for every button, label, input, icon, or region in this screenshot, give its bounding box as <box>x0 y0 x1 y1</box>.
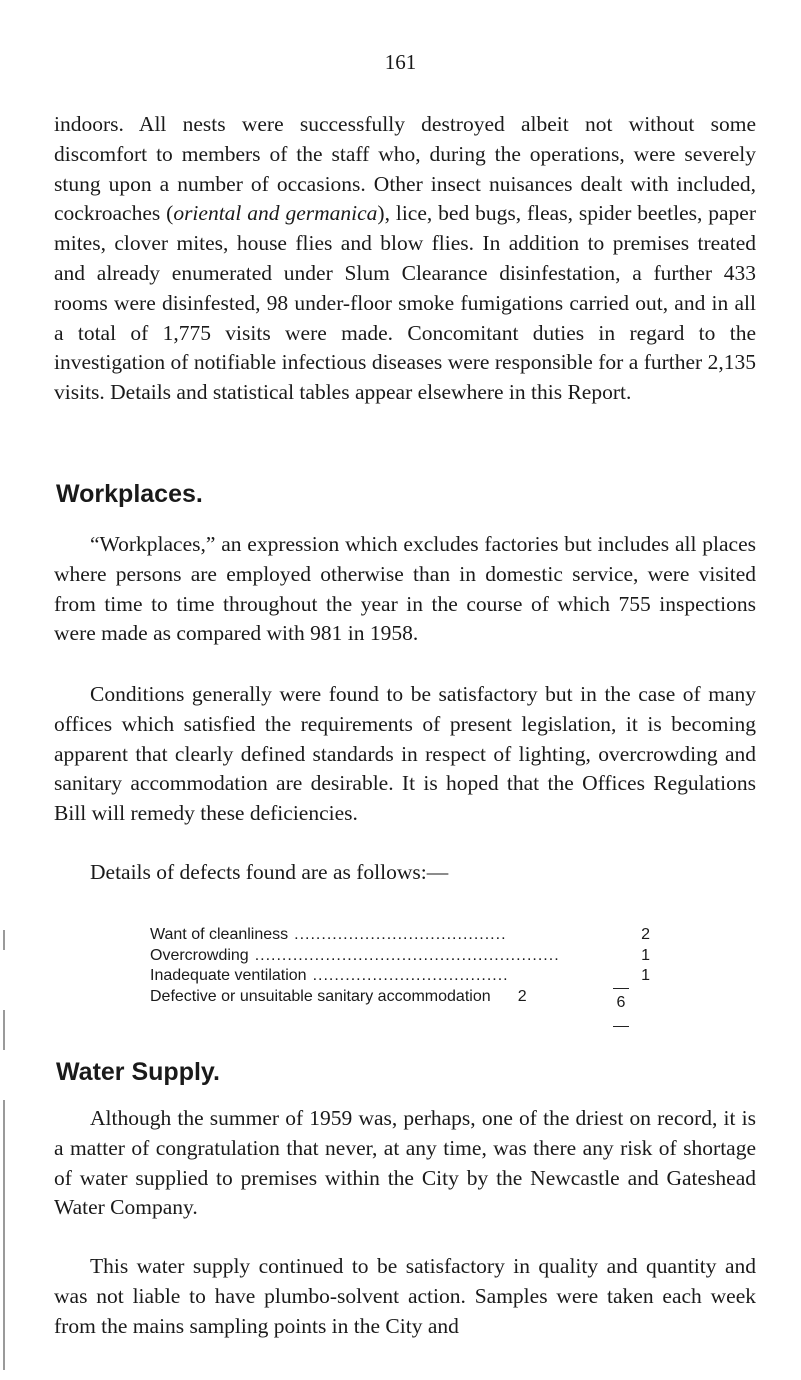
leader-dots: .................................... <box>312 967 509 984</box>
paragraph-defects-intro: Details of defects found are as follows:— <box>90 860 449 884</box>
scan-margin-mark <box>3 1010 5 1050</box>
defect-label: Want of cleanliness <box>150 926 289 943</box>
paragraph-conditions: Conditions generally were found to be satisfactory but in the case of many offices which satisfied the requirements of present legislation, it is becoming apparent that clearly defined standards in respect of lighting, overcrowding and sanitary accommodation are desirable. It is hoped that the Offices Regulations Bill will remedy these deficiencies. <box>54 682 756 826</box>
paragraph-text-continued: ), lice, bed bugs, fleas, spider beetles, paper mites, clover mites, house flies and blow flies. In addition to premises treated and already enumerated under Slum Clearance disinfestation, a further 433 rooms were disinfested, 98 under-floor smoke fumigations carried out, and in all a total of 1,775 visits were made. Concomitant duties in regard to the investigation of notifiable infectious diseases were responsible for a further 2,135 visits. Details and statistical tables appear elsewhere in this Report. <box>54 201 756 405</box>
defect-label: Inadequate ventilation <box>150 967 307 984</box>
total-rule-bottom <box>613 1026 629 1027</box>
defect-count: 2 <box>517 987 527 1005</box>
leader-dots: ....................................... <box>294 926 507 943</box>
scan-margin-mark <box>3 1100 5 1370</box>
defect-count: 1 <box>641 946 650 964</box>
defect-count: 2 <box>641 926 650 943</box>
section-heading-water-supply: Water Supply. <box>56 1058 220 1086</box>
paragraph-water-quality: This water supply continued to be satisfactory in quality and quantity and was not liable to have plumbo-solvent action. Samples were taken each week from the mains sampling points in the City and <box>54 1254 756 1338</box>
section-heading-workplaces: Workplaces. <box>56 480 203 508</box>
defects-table <box>150 925 650 1007</box>
defect-count: 1 <box>641 967 650 984</box>
paragraph-insect-nuisances <box>54 110 756 408</box>
defect-label: Overcrowding <box>150 946 249 964</box>
scan-margin-mark <box>3 930 5 950</box>
paragraph-water-summer: Although the summer of 1959 was, perhaps, one of the driest on record, it is a matter of congratulation that never, at any time, was there any risk of shortage of water supplied to premises within the City by the Newcastle and Gateshead Water Company. <box>54 1106 756 1220</box>
defect-row <box>150 925 650 946</box>
defect-row <box>150 987 650 1008</box>
defect-row <box>150 946 650 967</box>
total-rule-top <box>613 988 629 989</box>
defect-row <box>150 966 650 987</box>
paragraph-workplaces-definition: “Workplaces,” an expression which excludes factories but includes all places where persons are employed otherwise than in domestic service, were visited from time to time throughout the year in the course of which 755 inspections were made as compared with 981 in 1958. <box>54 532 756 646</box>
defects-total: 6 <box>616 994 626 1011</box>
defect-label: Defective or unsuitable sanitary accommodation <box>150 987 491 1005</box>
paragraph-text: indoors. All nests were successfully destroyed albeit not without some discomfort to members of the staff who, during the operations, were severely stung upon a number of occasions. Other insect nuisances dealt with included, cockroaches ( <box>54 112 756 226</box>
leader-dots: ........................................................ <box>254 946 560 964</box>
italic-species-text: oriental and germanica <box>173 201 378 226</box>
page-number: 161 <box>384 50 417 74</box>
